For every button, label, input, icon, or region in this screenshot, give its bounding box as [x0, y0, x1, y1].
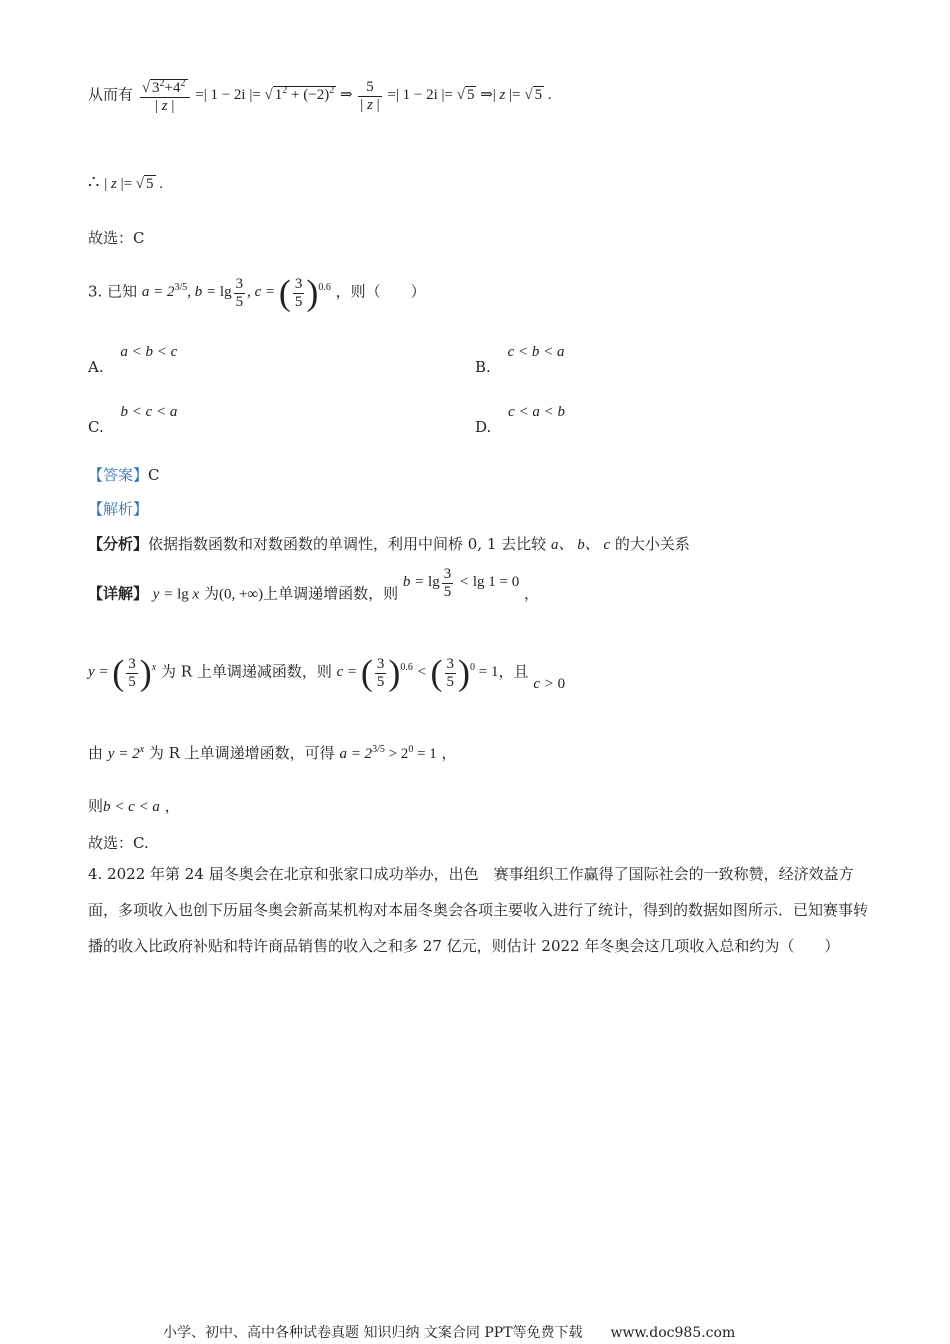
math-expression: $\frac{√ 3^2+4^2}{| z |}$ =| 1 − 2i |= √ $1^2 + (-2)^2$ ⇒ $\frac{5}{| z |}$ =| 1 − 2i |= √ 5 ⇒| z |= √ 5 . [141, 78, 552, 114]
answer-value: C [148, 466, 160, 484]
xiangjie-line-4: 则b < c < a ， [88, 797, 180, 815]
fenxi-text: 依据指数函数和对数函数的单调性，利用中间桥 0, 1 去比较 [148, 535, 547, 553]
fenxi-line [88, 533, 690, 554]
therefore-symbol: ∴ [88, 172, 100, 193]
answer-tag: 【答案】 [88, 466, 149, 484]
option-d[interactable] [475, 404, 565, 437]
gu-xuan-1: 故选：C [88, 229, 145, 247]
equation-line-1 [88, 78, 552, 114]
option-a-expr: a < b < c [120, 344, 178, 360]
question-4: 4. 2022 年第 24 届冬奥会在北京和张家口成功举办，出色 赛事组织工作赢得了国际社会的一致称赞，经济效益方面，多项收入也创下历届冬奥会新高某机构对本届冬奥会各项主要收入进行了统计，得到的数据如图所示．已知赛事转播的收入比政府补贴和特许商品销售的收入之和多 27 亿元，则估计 2022 年冬奥会这几项收入总和约为（ ） [88, 865, 869, 955]
q3-num: 3. [88, 282, 103, 301]
option-a[interactable] [88, 344, 178, 377]
line1-prefix: 从而有 [88, 85, 134, 104]
footer-ad[interactable]: 小学、初中、高中各种试卷真题 知识归纳 文案合同 PPT等免费下载 www.doc985.com [163, 1325, 736, 1341]
question-3 [88, 272, 426, 314]
q3-prefix: 已知 [107, 282, 138, 301]
xj2-cond: c > 0 [533, 676, 566, 693]
q3-suffix: ，则（ ） [335, 282, 426, 301]
xj1-func: y = lg x [152, 586, 200, 603]
option-d-letter: D. [475, 418, 492, 436]
option-c-expr: b < c < a [120, 404, 178, 420]
xj4-prefix: 则 [88, 797, 104, 815]
jiexi-tag: 【解析】 [88, 500, 149, 518]
xiangjie-tag: 【详解】 [88, 584, 149, 603]
xiangjie-line-2 [88, 652, 565, 694]
xj2-mid: 为 R 上单调递减函数，则 [161, 662, 332, 681]
option-a-letter: A. [88, 358, 104, 376]
xj3-func: $y = 2^x$ [107, 744, 145, 762]
xj1-mid: 为 [203, 584, 219, 603]
xj2-tail: ，且 [498, 662, 529, 681]
therefore-line [88, 172, 163, 193]
option-b-letter: B. [475, 358, 491, 376]
option-b[interactable] [475, 344, 565, 377]
xj1-math: b = lg $\frac{3}{5}$ < lg 1 = 0 [402, 566, 520, 600]
q3-math: $a = 2^{3/5}$, b = lg $\frac{3}{5}$ , c = ( $\frac{3}{5}$ )$^{0.6}$ [141, 273, 331, 313]
fenxi-vars: a、 b、 c [550, 537, 611, 553]
xj2-func: y = ( $\frac{3}{5}$ )$^x$ [88, 653, 157, 693]
fenxi-tail: 的大小关系 [614, 535, 690, 553]
answer-line [88, 464, 160, 485]
option-b-expr: c < b < a [507, 344, 565, 360]
option-c-letter: C. [88, 418, 104, 436]
gu-xuan-2: 故选：C. [88, 834, 149, 852]
xj3-prefix: 由 [88, 744, 104, 762]
math-expression: | z |= √ 5 . [104, 176, 164, 192]
xj4-expr: b < c < a [103, 799, 160, 815]
xj2-math: c = ( $\frac{3}{5}$ )$^{0.6}$ < ( $\frac{3}{5}$ )$^0$ = 1 [336, 653, 499, 693]
option-d-expr: c < a < b [508, 404, 565, 420]
xj3-math: $a = 2^{3/5} > 2^0 = 1$ [339, 744, 437, 762]
xj1-interval: (0, +∞) [218, 586, 264, 603]
xj3-mid: 为 R 上单调递增函数，可得 [148, 744, 335, 762]
xj1-tail: 上单调递增函数，则 [263, 584, 399, 603]
fenxi-tag: 【分析】 [88, 535, 149, 553]
xiangjie-line-1: 【详解】 y = lg x 为(0, +∞)上单调递增函数，则 b = lg $\frac{3}{5}$ < lg 1 = 0 ， [88, 566, 540, 603]
xiangjie-line-3: 由 $y = 2^x$ 为 R 上单调递增函数，可得 $a = 2^{3/5} > 2^0 = 1$ ， [88, 744, 457, 762]
option-c[interactable] [88, 404, 178, 437]
